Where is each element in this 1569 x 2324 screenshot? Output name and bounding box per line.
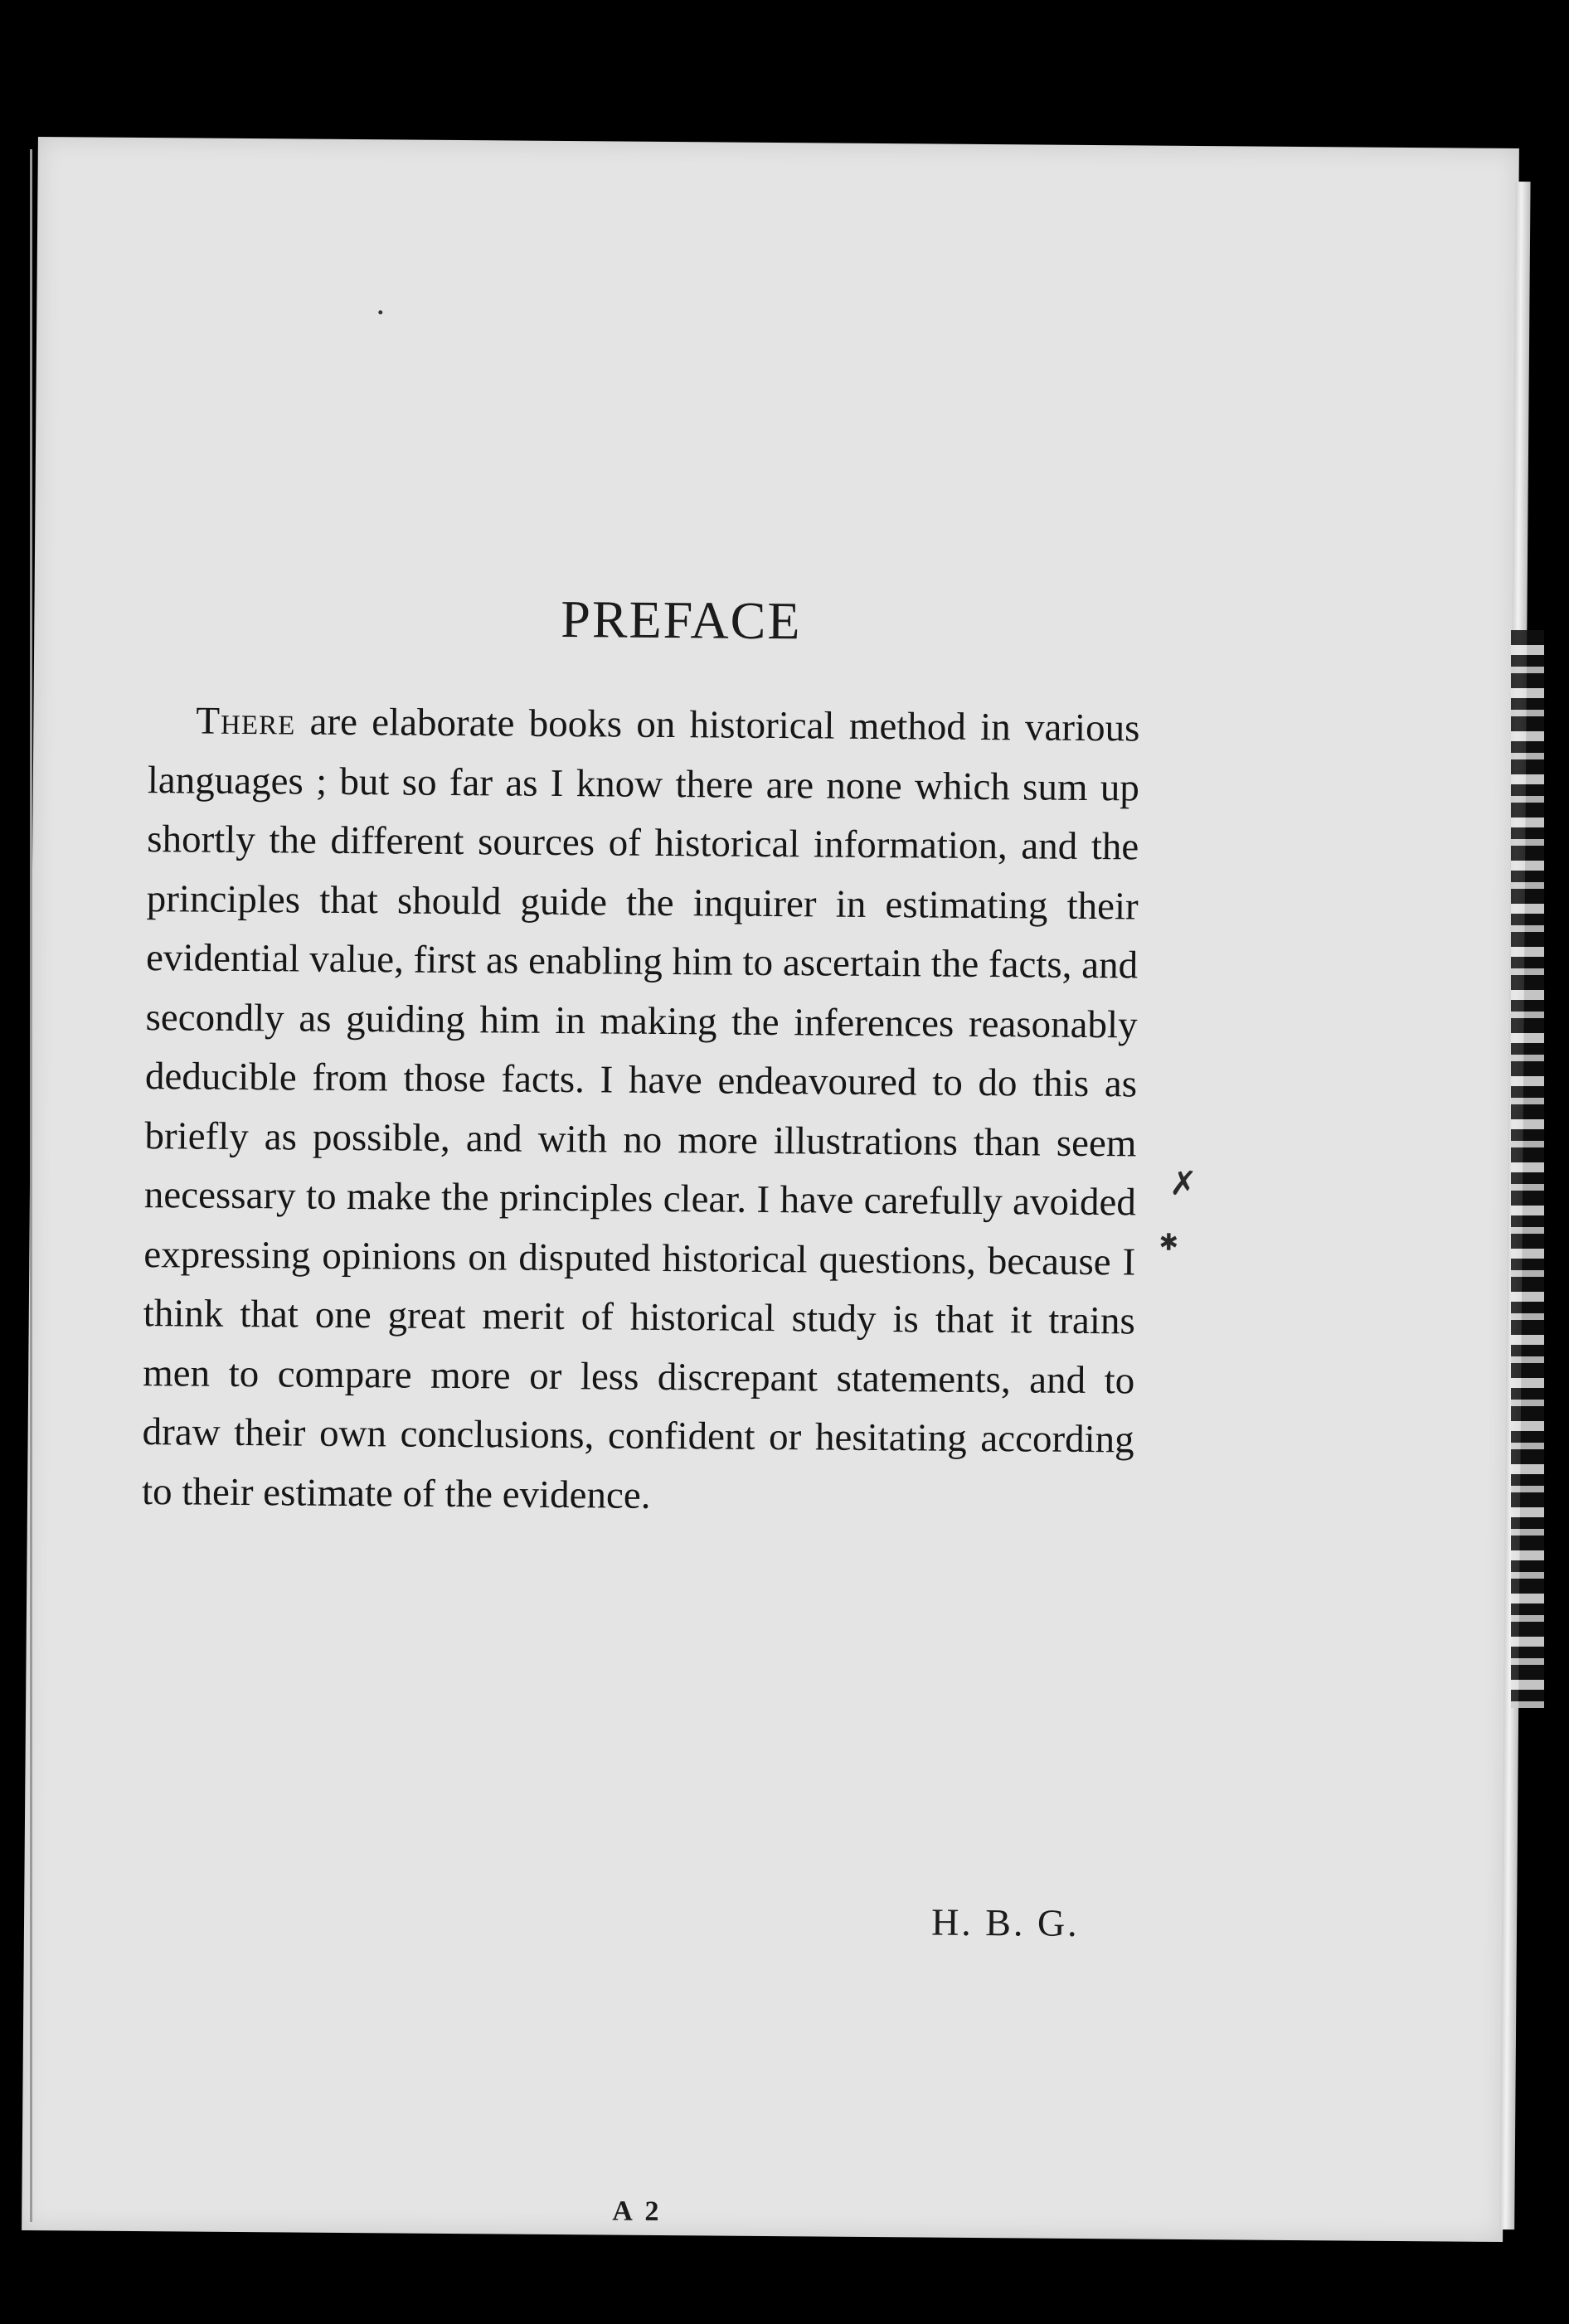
author-initials: H. B. G.: [930, 1900, 1080, 1944]
binding-edge: [1511, 630, 1544, 1708]
margin-annotation-icon: ✱: [1159, 1230, 1179, 1256]
lead-word: There: [196, 699, 296, 744]
paper-speck: [378, 310, 382, 314]
left-page-edge: [30, 149, 32, 2222]
preface-paragraph: [142, 691, 1140, 1529]
preface-body: are elaborate books on historical method in various languages ; but so far as I know there are none which sum up shortly the different sources of historical information, and the principles that should guide the inquirer in estimating their evidential value, first as enabling him to ascertain the facts, and secondly as guiding him in making the inferences reasonably deducible from those facts. I have endeavoured to do this as briefly as possible, and with no more illustrations than seem necessary to make the principles clear. I have carefully avoided expressing opinions on disputed historical questions, because I think that one great merit of historical study is that it trains men to compare more or less discrepant statements, and to draw their own conclusions, confident or hesitating according to their estimate of the evidence.: [141, 700, 1140, 1517]
signature-mark: A 2: [612, 2195, 663, 2228]
page-title: PREFACE: [561, 589, 802, 651]
book-page: [22, 137, 1519, 2242]
margin-annotation-icon: ✗: [1168, 1164, 1197, 1203]
